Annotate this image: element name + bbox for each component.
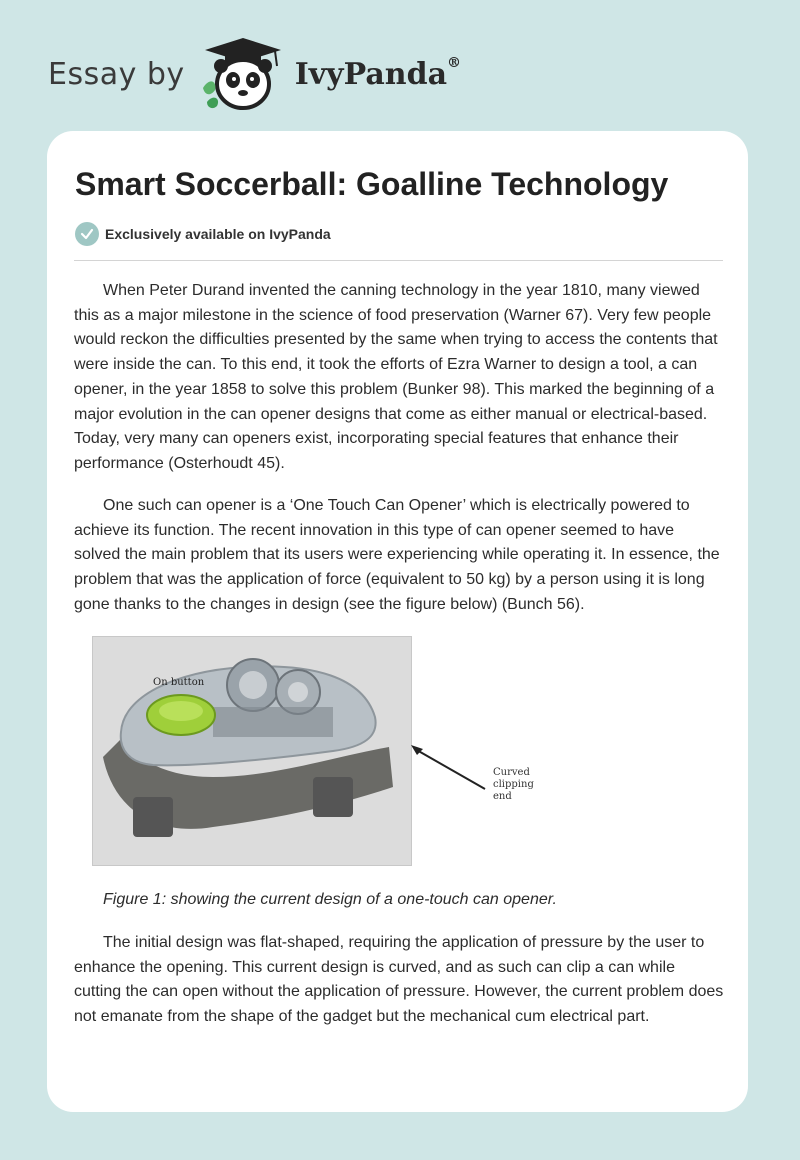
brand-name: IvyPanda® bbox=[294, 54, 462, 92]
figure-label-curved: Curved clipping end bbox=[493, 767, 534, 802]
paragraph-2: One such can opener is a ‘One Touch Can Opener’ which is electrically powered to achieve its function. The recent innovation in this type of can opener seemed to have solved the main problem that its users were experiencing while operating it. In essence, the problem that was the application of force (equivalent to 50 kg) by a person using it is long gone thanks to the changes in design (see the figure below) (Bunch 56). bbox=[74, 497, 720, 613]
can-opener-illustration bbox=[93, 637, 411, 865]
paragraph-1: When Peter Durand invented the canning technology in the year 1810, many viewed this as a major milestone in the science of food preservation (Warner 67). Very few people would reckon the difficulties presented by the same when trying to access the contents that were inside the can. To this end, it took the efforts of Ezra Warner to design a tool, a can opener, in the year 1858 to solve this problem (Bunker 98). This marked the beginning of a major evolution in the can opener designs that come as either manual or electrical-based. Today, very many can openers exist, incorporating special features that enhance their performance (Osterhoudt 45). bbox=[74, 282, 718, 472]
article-card bbox=[47, 131, 748, 1112]
figure-image bbox=[92, 636, 412, 866]
figure-label-button: On button bbox=[153, 677, 205, 688]
figure-caption: Figure 1: showing the current design of a one-touch can opener. bbox=[103, 891, 557, 908]
divider bbox=[74, 260, 723, 261]
panda-logo-icon bbox=[199, 36, 287, 112]
check-icon bbox=[75, 222, 99, 246]
brand-prefix: Essay by bbox=[48, 56, 185, 92]
exclusive-badge bbox=[75, 222, 331, 246]
pointer-arrow bbox=[409, 743, 489, 793]
paragraph-3: The initial design was flat-shaped, requiring the application of pressure by the user to enhance the opening. This current design is curved, and as such can clip a can while cutting the can open without the application of pressure. However, the current problem does not emanate from the shape of the gadget but the mechanical cum electrical part. bbox=[74, 934, 724, 1026]
brand-header bbox=[48, 34, 461, 114]
badge-text: Exclusively available on IvyPanda bbox=[105, 226, 331, 242]
page-title: Smart Soccerball: Goalline Technology bbox=[75, 166, 669, 202]
